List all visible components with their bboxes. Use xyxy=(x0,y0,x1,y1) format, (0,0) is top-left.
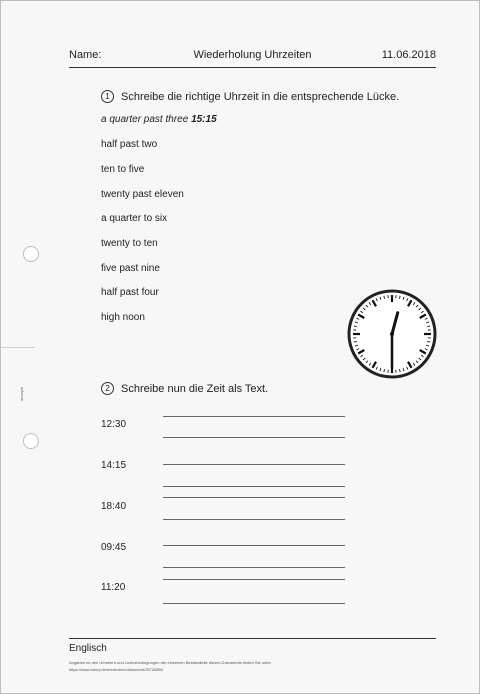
answer-line[interactable] xyxy=(163,579,345,580)
worksheet-title: Wiederholung Uhrzeiten xyxy=(193,49,312,61)
task-2-number: 2 xyxy=(101,382,114,395)
time-label-2: 14:15 xyxy=(101,460,127,471)
clock-center-pin xyxy=(390,332,394,336)
answer-line[interactable] xyxy=(163,603,345,604)
answer-line[interactable] xyxy=(163,416,345,417)
page-header xyxy=(69,49,436,67)
license-text: Angaben zu den Urhebern und Lizenzbedingungen der einzelnen Bestandteile dieses Dokuments finden Sie unter xyxy=(69,660,271,665)
clock-minute-tick xyxy=(427,326,430,327)
answer-line[interactable] xyxy=(163,519,345,520)
example-phrase: a quarter past three xyxy=(101,114,189,125)
task-1-number: 1 xyxy=(101,90,114,103)
time-phrase-7: half past four xyxy=(101,287,159,298)
answer-line[interactable] xyxy=(163,497,345,498)
header-divider xyxy=(69,67,436,68)
clock-minute-tick xyxy=(399,369,400,372)
time-phrase-4: a quarter to six xyxy=(101,213,168,224)
time-label-3: 18:40 xyxy=(101,501,127,512)
answer-line[interactable] xyxy=(163,567,345,568)
subject-label: Englisch xyxy=(69,643,107,654)
clock-minute-tick xyxy=(354,326,357,327)
license-notice xyxy=(69,659,271,673)
clock-minute-tick xyxy=(384,369,385,372)
side-note: anonym xyxy=(19,386,24,401)
clock-minute-tick xyxy=(427,341,430,342)
license-url[interactable]: https://www.tutory.de/entdecken/dokument/25726850 xyxy=(69,667,163,672)
task-1-instruction: Schreibe die richtige Uhrzeit in die entsprechende Lücke. xyxy=(121,90,400,103)
fold-mark xyxy=(1,347,35,348)
time-phrase-5: twenty to ten xyxy=(101,238,158,249)
name-label: Name: xyxy=(69,49,102,61)
punch-hole-bottom xyxy=(23,433,39,449)
time-phrase-2: ten to five xyxy=(101,164,145,175)
time-phrase-6: five past nine xyxy=(101,263,160,274)
analog-clock xyxy=(347,289,437,379)
worksheet-date: 11.06.2018 xyxy=(381,49,436,61)
answer-line[interactable] xyxy=(163,545,345,546)
time-label-4: 09:45 xyxy=(101,542,127,553)
task-2-heading xyxy=(101,382,268,395)
clock-minute-tick xyxy=(354,341,357,342)
example-answer: 15:15 xyxy=(191,114,217,125)
time-phrase-3: twenty past eleven xyxy=(101,189,184,200)
answer-line[interactable] xyxy=(163,486,345,487)
punch-hole-top xyxy=(23,246,39,262)
answer-line[interactable] xyxy=(163,464,345,465)
task-1-heading xyxy=(101,90,399,103)
time-phrase-1: half past two xyxy=(101,139,158,150)
clock-minute-tick xyxy=(399,296,400,299)
clock-minute-tick xyxy=(384,296,385,299)
example-line xyxy=(101,114,217,125)
answer-line[interactable] xyxy=(163,437,345,438)
time-label-5: 11:20 xyxy=(101,582,126,593)
time-phrase-8: high noon xyxy=(101,312,145,323)
footer-divider xyxy=(69,638,436,639)
time-label-1: 12:30 xyxy=(101,419,127,430)
task-2-instruction: Schreibe nun die Zeit als Text. xyxy=(121,382,269,395)
